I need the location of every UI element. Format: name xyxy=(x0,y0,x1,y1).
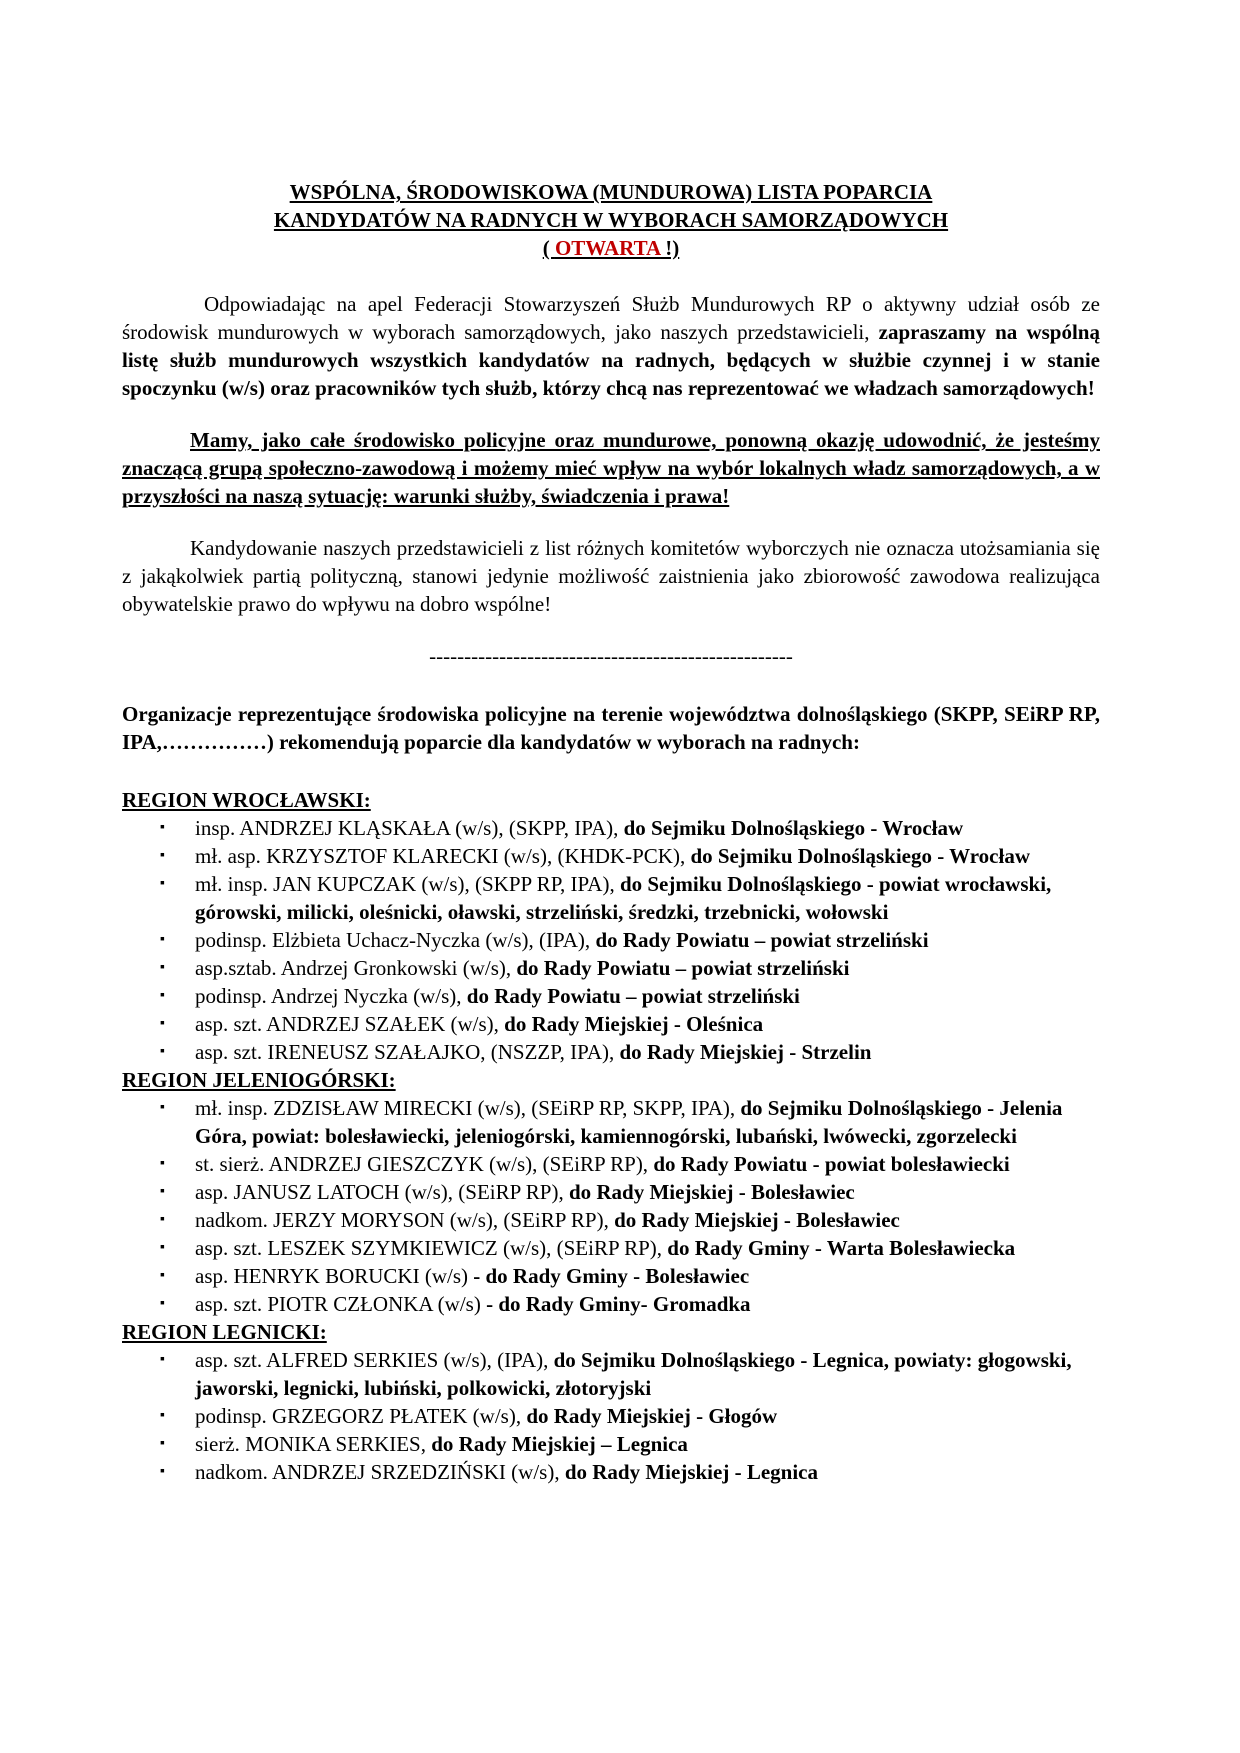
candidate-name: asp. szt. LESZEK SZYMKIEWICZ (w/s), (SEiRP RP), xyxy=(195,1236,668,1260)
candidate-name: mł. asp. KRZYSZTOF KLARECKI (w/s), (KHDK-PCK), xyxy=(195,844,691,868)
candidate-target: do Rady Miejskiej – Legnica xyxy=(431,1432,688,1456)
candidate-name: nadkom. ANDRZEJ SRZEDZIŃSKI (w/s), xyxy=(195,1460,565,1484)
candidate-item xyxy=(122,1010,1100,1038)
title-line-3: ( OTWARTA !) xyxy=(542,236,680,260)
candidate-item xyxy=(122,1038,1100,1066)
candidate-target: do Sejmiku Dolnośląskiego - Wrocław xyxy=(623,816,964,840)
candidate-item xyxy=(122,1206,1100,1234)
region-heading: REGION WROCŁAWSKI: xyxy=(122,788,371,812)
candidate-name: podinsp. Andrzej Nyczka (w/s), xyxy=(195,984,467,1008)
disclaimer-paragraph: Kandydowanie naszych przedstawicieli z list różnych komitetów wyborczych nie oznacza utożsamiania się z jakąkolwiek partią polityczną, stanowi jedynie możliwość zaistnienia jako zbiorowość zawodowa realizująca obywatelskie prawo do wpływu na dobro wspólne! xyxy=(122,536,1100,616)
intro-invitation: zapraszamy na wspólną listę służb mundurowych wszystkich kandydatów na radnych, będących w służbie czynnej i w stanie spoczynku (w/s) oraz pracowników tych służb, którzy chcą nas reprezentować we władzach samorządowych! xyxy=(122,320,1100,400)
candidate-item xyxy=(122,1290,1100,1318)
document-page xyxy=(122,178,1100,1486)
candidate-name: st. sierż. ANDRZEJ GIESZCZYK (w/s), (SEiRP RP), xyxy=(195,1152,654,1176)
title-line-2: KANDYDATÓW NA RADNYCH W WYBORACH SAMORZĄDOWYCH xyxy=(273,208,949,232)
candidate-item xyxy=(122,814,1100,842)
candidate-target: do Rady Miejskiej - Oleśnica xyxy=(504,1012,764,1036)
candidate-item xyxy=(122,1430,1100,1458)
candidate-item xyxy=(122,926,1100,954)
candidate-item xyxy=(122,982,1100,1010)
intro-paragraph: Odpowiadając na apel Federacji Stowarzyszeń Służb Mundurowych RP o aktywny udział osób ze środowisk mundurowych w wyborach samorządowych, jako naszych przedstawicieli, zapraszamy na wspólną listę służb mundurowych wszystkich kandydatów na radnych, będących w służbie czynnej i w stanie spoczynku (w/s) oraz pracowników tych służb, którzy chcą nas reprezentować we władzach samorządowych! xyxy=(122,292,1100,400)
candidate-target: - do Rady Gminy - Bolesławiec xyxy=(473,1264,750,1288)
candidate-item xyxy=(122,1346,1100,1402)
candidate-name: asp. szt. IRENEUSZ SZAŁAJKO, (NSZZP, IPA), xyxy=(195,1040,620,1064)
candidate-name: mł. insp. JAN KUPCZAK (w/s), (SKPP RP, IPA), xyxy=(195,872,620,896)
candidate-name: mł. insp. ZDZISŁAW MIRECKI (w/s), (SEiRP RP, SKPP, IPA), xyxy=(195,1096,741,1120)
candidate-name: asp. HENRYK BORUCKI (w/s) xyxy=(195,1264,474,1288)
candidate-target: do Rady Powiatu - powiat bolesławiecki xyxy=(653,1152,1010,1176)
candidate-name: asp. szt. PIOTR CZŁONKA (w/s) xyxy=(195,1292,487,1316)
candidate-name: asp. szt. ALFRED SERKIES (w/s), (IPA), xyxy=(195,1348,554,1372)
candidate-target: do Sejmiku Dolnośląskiego - powiat wrocławski, górowski, milicki, oleśnicki, oławski, strzeliński, średzki, trzebnicki, wołowski xyxy=(195,872,1052,924)
candidate-target: do Rady Powiatu – powiat strzeliński xyxy=(516,956,850,980)
candidate-list xyxy=(122,1346,1100,1486)
candidate-item xyxy=(122,1178,1100,1206)
candidate-target: do Rady Powiatu – powiat strzeliński xyxy=(466,984,800,1008)
region-heading: REGION JELENIOGÓRSKI: xyxy=(122,1068,396,1092)
candidate-target: do Sejmiku Dolnośląskiego - Jelenia Góra, powiat: bolesławiecki, jeleniogórski, kamiennogórski, lubański, lwówecki, zgorzelecki xyxy=(195,1096,1063,1148)
candidate-target: do Rady Miejskiej - Głogów xyxy=(526,1404,778,1428)
candidate-target: do Rady Gminy - Warta Bolesławiecka xyxy=(667,1236,1016,1260)
candidate-item xyxy=(122,1234,1100,1262)
candidate-name: asp.sztab. Andrzej Gronkowski (w/s), xyxy=(195,956,517,980)
candidate-name: podinsp. Elżbieta Uchacz-Nyczka (w/s), (IPA), xyxy=(195,928,596,952)
candidate-item xyxy=(122,842,1100,870)
candidate-name: insp. ANDRZEJ KLĄSKAŁA (w/s), (SKPP, IPA), xyxy=(195,816,624,840)
candidate-target: do Sejmiku Dolnośląskiego - Wrocław xyxy=(690,844,1031,868)
candidate-name: nadkom. JERZY MORYSON (w/s), (SEiRP RP), xyxy=(195,1208,615,1232)
candidate-name: asp. JANUSZ LATOCH (w/s), (SEiRP RP), xyxy=(195,1180,569,1204)
candidate-target: do Rady Miejskiej - Strzelin xyxy=(619,1040,872,1064)
candidate-name: podinsp. GRZEGORZ PŁATEK (w/s), xyxy=(195,1404,527,1428)
candidate-target: do Rady Miejskiej - Bolesławiec xyxy=(614,1208,900,1232)
candidate-list xyxy=(122,814,1100,1066)
candidate-item xyxy=(122,1150,1100,1178)
candidate-item xyxy=(122,870,1100,926)
candidate-name: sierż. MONIKA SERKIES, xyxy=(195,1432,432,1456)
candidate-item xyxy=(122,1402,1100,1430)
regions-list xyxy=(122,786,1100,1486)
candidate-target: do Rady Miejskiej - Bolesławiec xyxy=(568,1180,855,1204)
region-heading: REGION LEGNICKI: xyxy=(122,1320,327,1344)
candidate-item xyxy=(122,1094,1100,1150)
document-title xyxy=(122,178,1100,262)
candidate-target: do Rady Powiatu – powiat strzeliński xyxy=(595,928,929,952)
candidate-item xyxy=(122,954,1100,982)
candidate-item xyxy=(122,1458,1100,1486)
candidate-name: asp. szt. ANDRZEJ SZAŁEK (w/s), xyxy=(195,1012,505,1036)
title-line-1: WSPÓLNA, ŚRODOWISKOWA (MUNDUROWA) LISTA POPARCIA xyxy=(289,180,933,204)
candidate-target: - do Rady Gminy- Gromadka xyxy=(486,1292,751,1316)
candidate-item xyxy=(122,1262,1100,1290)
appeal-paragraph: Mamy, jako całe środowisko policyjne oraz mundurowe, ponowną okazję udowodnić, że jesteśmy znaczącą grupą społeczno-zawodową i możemy mieć wpływ na wybór lokalnych władz samorządowych, a w przyszłości na naszą sytuację: warunki służby, świadczenia i prawa! xyxy=(122,428,1100,508)
candidate-list xyxy=(122,1094,1100,1318)
open-list-marker: OTWARTA xyxy=(554,236,661,260)
organizations-paragraph: Organizacje reprezentujące środowiska policyjne na terenie województwa dolnośląskiego (SKPP, SEiRP RP, IPA,……………) rekomendują poparcie dla kandydatów w wyborach na radnych: xyxy=(122,702,1100,754)
candidate-target: do Sejmiku Dolnośląskiego - Legnica, powiaty: głogowski, jaworski, legnicki, lubiński, polkowicki, złotoryjski xyxy=(195,1348,1072,1400)
candidate-target: do Rady Miejskiej - Legnica xyxy=(564,1460,818,1484)
separator-line: ---------------------------------------------------- xyxy=(429,644,793,668)
